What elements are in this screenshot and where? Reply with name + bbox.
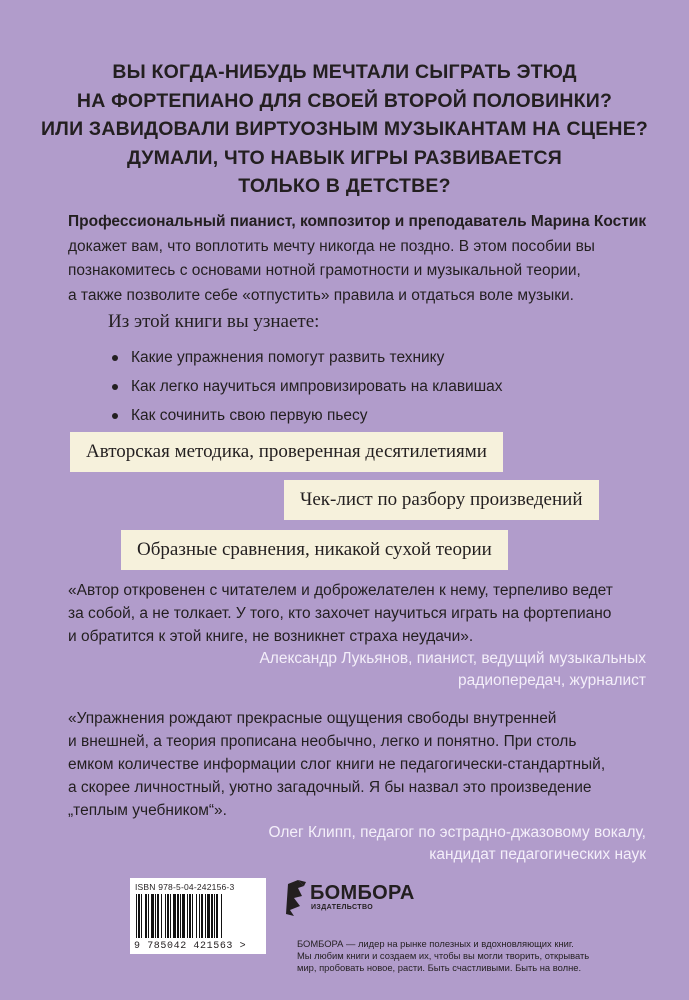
publisher-sub: ИЗДАТЕЛЬСТВО [311, 904, 374, 911]
isbn-label: ISBN 978-5-04-242156-3 [135, 882, 235, 892]
learn-heading: Из этой книги вы узнаете: [108, 311, 320, 332]
quote-line: «Упражнения рождают прекрасные ощущения свободы внутренней [68, 710, 557, 727]
quote-author: Олег Клипп, педагог по эстрадно-джазовому вокалу, [268, 824, 646, 841]
review-quote-2 [68, 707, 646, 866]
learn-list [108, 343, 503, 430]
publisher-logo [284, 878, 415, 923]
publisher-note [297, 938, 627, 975]
quote-line: емком количестве информации слог книги не педагогически-стандартный, [68, 756, 606, 773]
headline-line-3: ИЛИ ЗАВИДОВАЛИ ВИРТУОЗНЫМ МУЗЫКАНТАМ НА СЦЕНЕ? [40, 118, 649, 140]
intro-line-1: Профессиональный пианист, композитор и преподаватель Марина Костик [68, 213, 647, 230]
feature-chip-comparisons: Образные сравнения, никакой сухой теории [121, 530, 508, 570]
quote-line: и обратится к этой книге, не возникнет страха неудачи». [68, 628, 474, 645]
feature-chip-checklist: Чек-лист по разбору произведений [284, 480, 599, 520]
barcode [130, 878, 266, 954]
learn-item: Как сочинить свою первую пьесу [108, 401, 503, 430]
barcode-digits: 9 785042 421563 > [134, 941, 247, 952]
learn-item: Какие упражнения помогут развить технику [108, 343, 503, 372]
intro-line-4: а также позволите себе «отпустить» правила и отдаться воле музыки. [68, 286, 574, 304]
headline-line-5: ТОЛЬКО В ДЕТСТВЕ? [238, 175, 451, 197]
intro-paragraph [68, 210, 658, 308]
headline-line-1: ВЫ КОГДА-НИБУДЬ МЕЧТАЛИ СЫГРАТЬ ЭТЮД [112, 61, 577, 83]
publisher-note-line: мир, пробовать новое, расти. Быть счастливыми. Быть на волне. [297, 962, 582, 974]
bombora-bird-icon [284, 878, 308, 918]
publisher-note-line: Мы любим книги и создаем их, чтобы вы могли творить, открывать [297, 950, 590, 962]
barcode-bars-icon [134, 894, 262, 938]
learn-item: Как легко научиться импровизировать на клавишах [108, 372, 503, 401]
quote-author: радиопередач, журналист [458, 672, 646, 689]
quote-line: за собой, а не толкает. У того, кто захочет научиться играть на фортепиано [68, 605, 612, 622]
intro-line-2: докажет вам, что воплотить мечту никогда не поздно. В этом пособии вы [68, 237, 595, 255]
learn-section [108, 309, 503, 430]
headline [40, 58, 649, 201]
publisher-note-line: БОМБОРА — лидер на рынке полезных и вдохновляющих книг. [297, 938, 574, 949]
headline-line-4: ДУМАЛИ, ЧТО НАВЫК ИГРЫ РАЗВИВАЕТСЯ [126, 146, 562, 169]
headline-line-2: НА ФОРТЕПИАНО ДЛЯ СВОЕЙ ВТОРОЙ ПОЛОВИНКИ? [76, 89, 613, 112]
intro-line-3: познакомитесь с основами нотной грамотности и музыкальной теории, [68, 262, 581, 279]
publisher-brand: БОМБОРА [310, 882, 415, 904]
quote-author: Александр Лукьянов, пианист, ведущий музыкальных [259, 650, 646, 667]
feature-chip-methodology: Авторская методика, проверенная десятилетиями [70, 432, 503, 472]
quote-author: кандидат педагогических наук [429, 846, 646, 863]
quote-line: и внешней, а теория прописана необычно, легко и понятно. При столь [68, 733, 577, 750]
quote-line: „теплым учебником“». [68, 802, 227, 819]
quote-line: «Автор откровенен с читателем и доброжелателен к нему, терпеливо ведет [68, 582, 613, 599]
review-quote-1 [68, 579, 646, 692]
quote-line: а скорее личностный, уютно загадочный. Я бы назвал это произведение [68, 779, 592, 796]
